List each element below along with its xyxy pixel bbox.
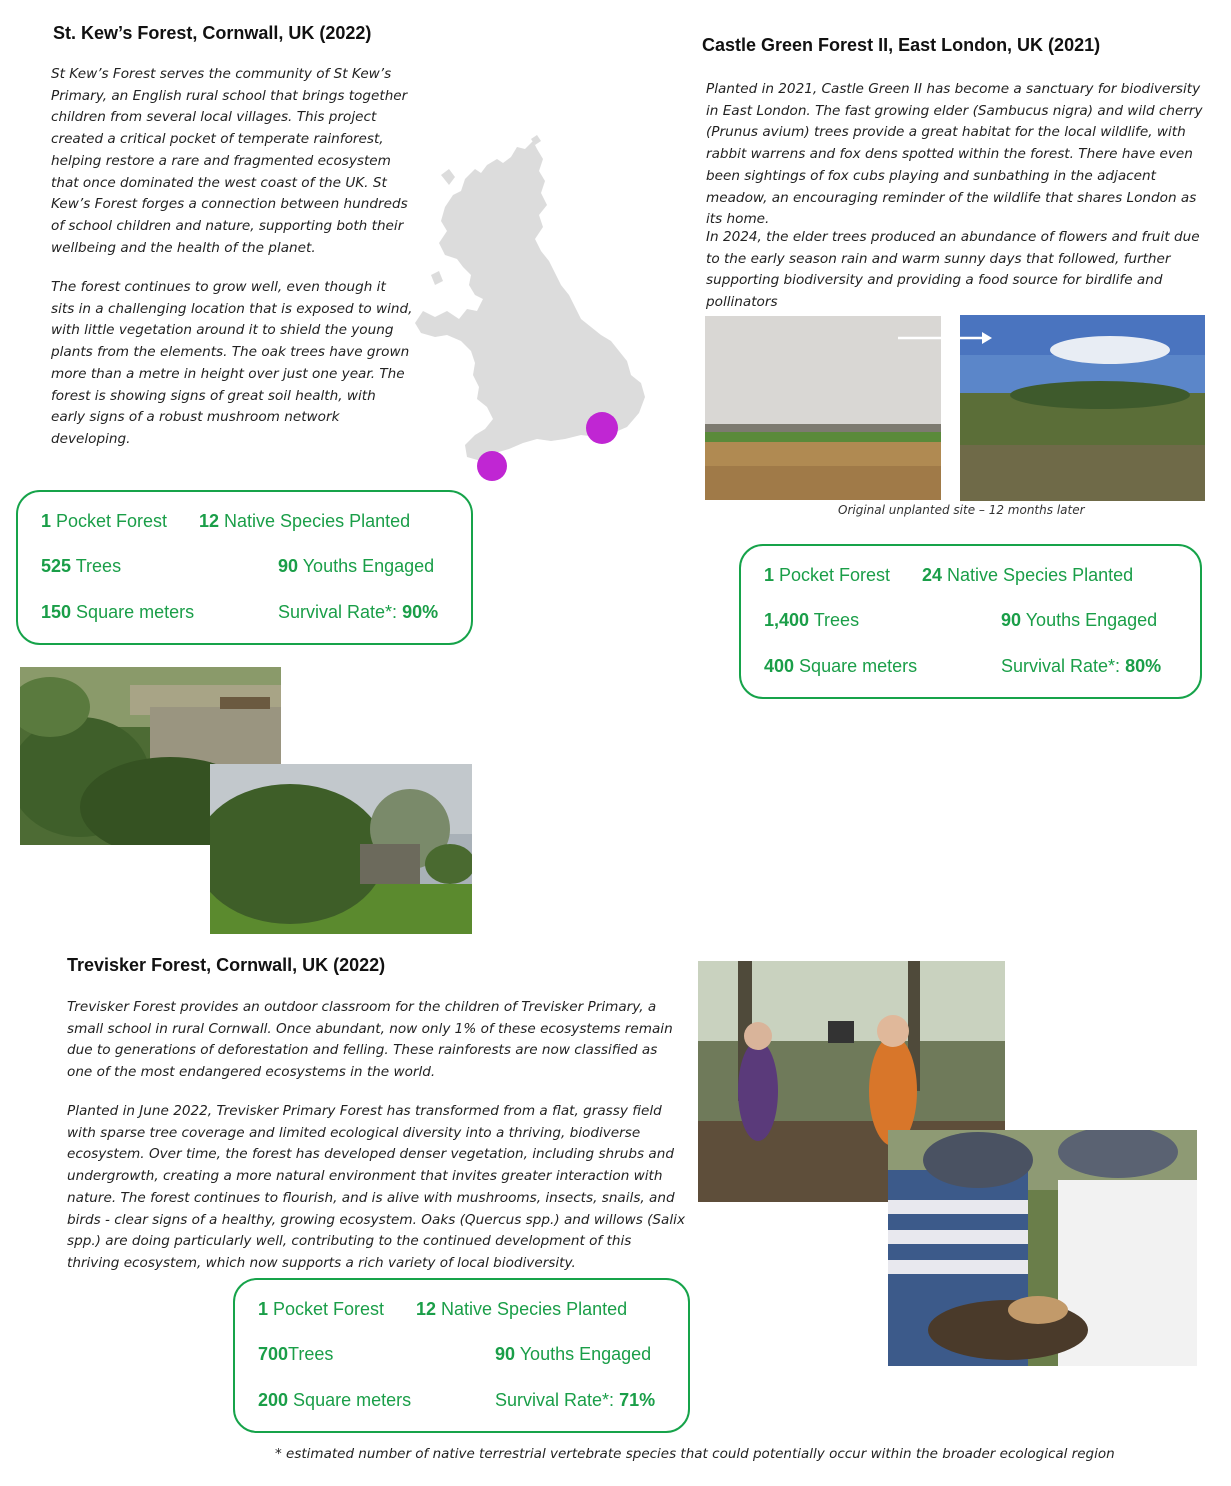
trevisker-stat-survival: Survival Rate*: 71% (495, 1390, 656, 1410)
trevisker-photo-2 (888, 1130, 1197, 1366)
stkew-stat-pocket: 1 Pocket Forest (41, 511, 168, 531)
trevisker-stat-pocket: 1 Pocket Forest (258, 1299, 385, 1319)
trevisker-stats-box (233, 1278, 690, 1433)
stkew-stat-survival: Survival Rate*: 90% (278, 602, 439, 622)
castle-paragraph-1: Planted in 2021, Castle Green II has become a sanctuary for biodiversity in East London. The fast growing elder (Sambucus nigra) and wild cherry (Prunus avium) trees provide a great habitat for the local wildlife, with rabbit warrens and fox dens spotted within the forest. There have even been sightings of fox cubs playing and sunbathing in the adjacent meadow, an encouraging reminder of the wildlife that shares London as its home. (706, 81, 1203, 228)
castle-green-marker (586, 412, 618, 444)
footnote: * estimated number of native terrestrial vertebrate species that could potentially occur within the broader ecological region (275, 1446, 1115, 1462)
trevisker-stat-area: 200 Square meters (258, 1390, 412, 1410)
castle-stat-trees: 1,400 Trees (764, 610, 860, 630)
castle-stat-species: 24 Native Species Planted (922, 565, 1134, 585)
stkew-stats-box (16, 490, 473, 645)
stkew-paragraph-1: St Kew’s Forest serves the community of St Kew’s Primary, an English rural school that brings together children from several local villages. This project created a critical pocket of temperate rainforest, helping restore a rare and fragmented ecosystem that once dominated the west coast of the UK. St Kew’s Forest forges a connection between hundreds of school children and nature, supporting both their wellbeing and the health of the planet. (51, 66, 408, 256)
trevisker-title: Trevisker Forest, Cornwall, UK (2022) (67, 955, 386, 975)
castle-stat-area: 400 Square meters (764, 656, 918, 676)
stkew-stat-trees: 525 Trees (41, 556, 122, 576)
castle-photo-after (960, 315, 1205, 501)
trevisker-paragraph-1: Trevisker Forest provides an outdoor classroom for the children of Trevisker Primary, a small school in rural Cornwall. Once abundant, now only 1% of these ecosystems remain due to generations of deforestation and felling. These rainforests are now classified as one of the most endangered ecosystems in the world. (67, 999, 673, 1081)
uk-map (405, 135, 655, 485)
stkew-stat-youths: 90 Youths Engaged (278, 556, 435, 576)
trevisker-stat-youths: 90 Youths Engaged (495, 1344, 652, 1364)
stkew-title: St. Kew’s Forest, Cornwall, UK (2022) (53, 23, 372, 43)
stkew-stat-species: 12 Native Species Planted (199, 511, 411, 531)
castle-stat-youths: 90 Youths Engaged (1001, 610, 1158, 630)
trevisker-paragraph-2: Planted in June 2022, Trevisker Primary Forest has transformed from a flat, grassy field with sparse tree coverage and limited ecological diversity into a thriving, biodiverse ecosystem. Over time, the forest has developed denser vegetation, including shrubs and undergrowth, creating a more natural environment that invites greater interaction with nature. The forest continues to flourish, and is alive with mushrooms, insects, snails, and birds - clear signs of a healthy, growing ecosystem. Oaks (Quercus spp.) and willows (Salix spp.) are doing particularly well, contributing to the continued development of this thriving ecosystem, which now supports a rich variety of local biodiversity. (67, 1103, 685, 1271)
castle-title: Castle Green Forest II, East London, UK (2021) (702, 35, 1101, 55)
trevisker-stat-species: 12 Native Species Planted (416, 1299, 628, 1319)
castle-stats-box (739, 544, 1202, 699)
castle-stat-survival: Survival Rate*: 80% (1001, 656, 1162, 676)
stkew-photo-2 (210, 764, 472, 934)
trevisker-stat-trees: 700Trees (258, 1344, 334, 1364)
stkew-stat-area: 150 Square meters (41, 602, 195, 622)
castle-paragraph-2: In 2024, the elder trees produced an abundance of flowers and fruit due to the early season rain and warm sunny days that followed, further supporting biodiversity and providing a food source for birdlife and pollinators (706, 229, 1200, 311)
castle-photo-caption: Original unplanted site – 12 months later (838, 503, 1085, 517)
stkew-paragraph-2: The forest continues to grow well, even though it sits in a challenging location that is exposed to wind, with little vegetation around it to shield the young plants from the elements. The oak trees have grown more than a metre in height over just one year. The forest is showing signs of great soil health, with early signs of a robust mushroom network developing. (51, 279, 413, 447)
before-after-arrow-icon (898, 330, 993, 346)
cornwall-marker (477, 451, 507, 481)
castle-stat-pocket: 1 Pocket Forest (764, 565, 891, 585)
